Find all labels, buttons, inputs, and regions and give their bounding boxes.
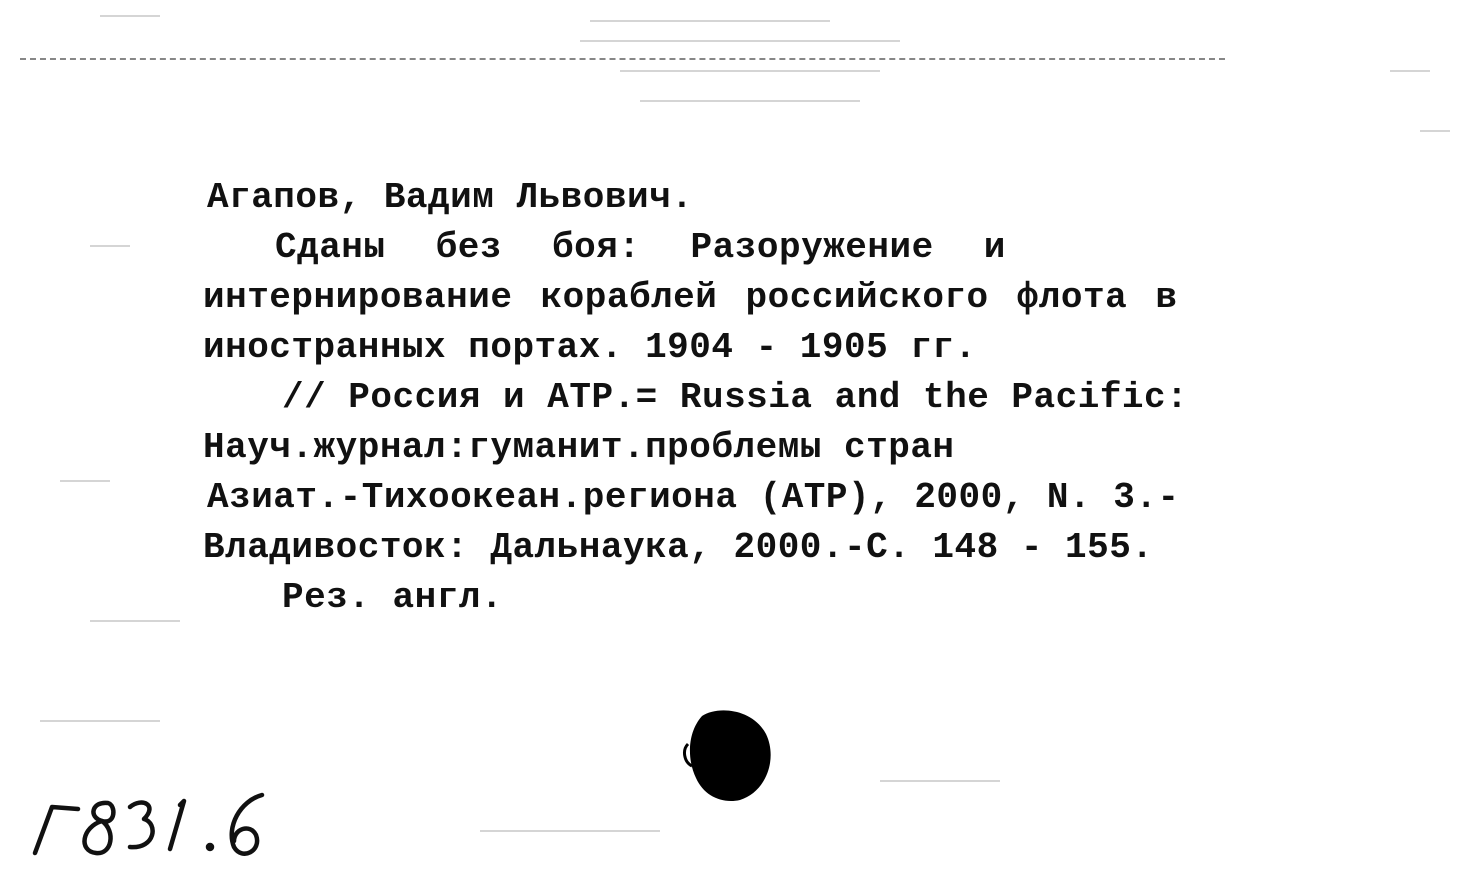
source-line-4: Владивосток: Дальнаука, 2000.-С. 148 - 155. bbox=[203, 527, 1154, 568]
source-line-1: // Россия и АТР.= Russia and the Pacific: bbox=[282, 377, 1189, 418]
shelfmark-handwritten bbox=[30, 770, 290, 863]
punch-hole bbox=[682, 704, 774, 804]
author-line: Агапов, Вадим Львович. bbox=[207, 177, 694, 218]
source-line-2: Науч.журнал:гуманит.проблемы стран bbox=[203, 427, 955, 468]
source-line-3: Азиат.-Тихоокеан.региона (АТР), 2000, N. 3.- bbox=[207, 477, 1180, 518]
shelfmark-text: Г831.6 bbox=[30, 770, 88, 788]
title-line-2: интернирование кораблей российского флота в bbox=[203, 277, 1178, 318]
title-line-3: иностранных портах. 1904 - 1905 гг. bbox=[203, 327, 977, 368]
summary-note: Рез. англ. bbox=[282, 577, 504, 618]
title-line-1: Сданы без боя: Разоружение и bbox=[275, 227, 1006, 268]
top-rule bbox=[20, 58, 1225, 60]
